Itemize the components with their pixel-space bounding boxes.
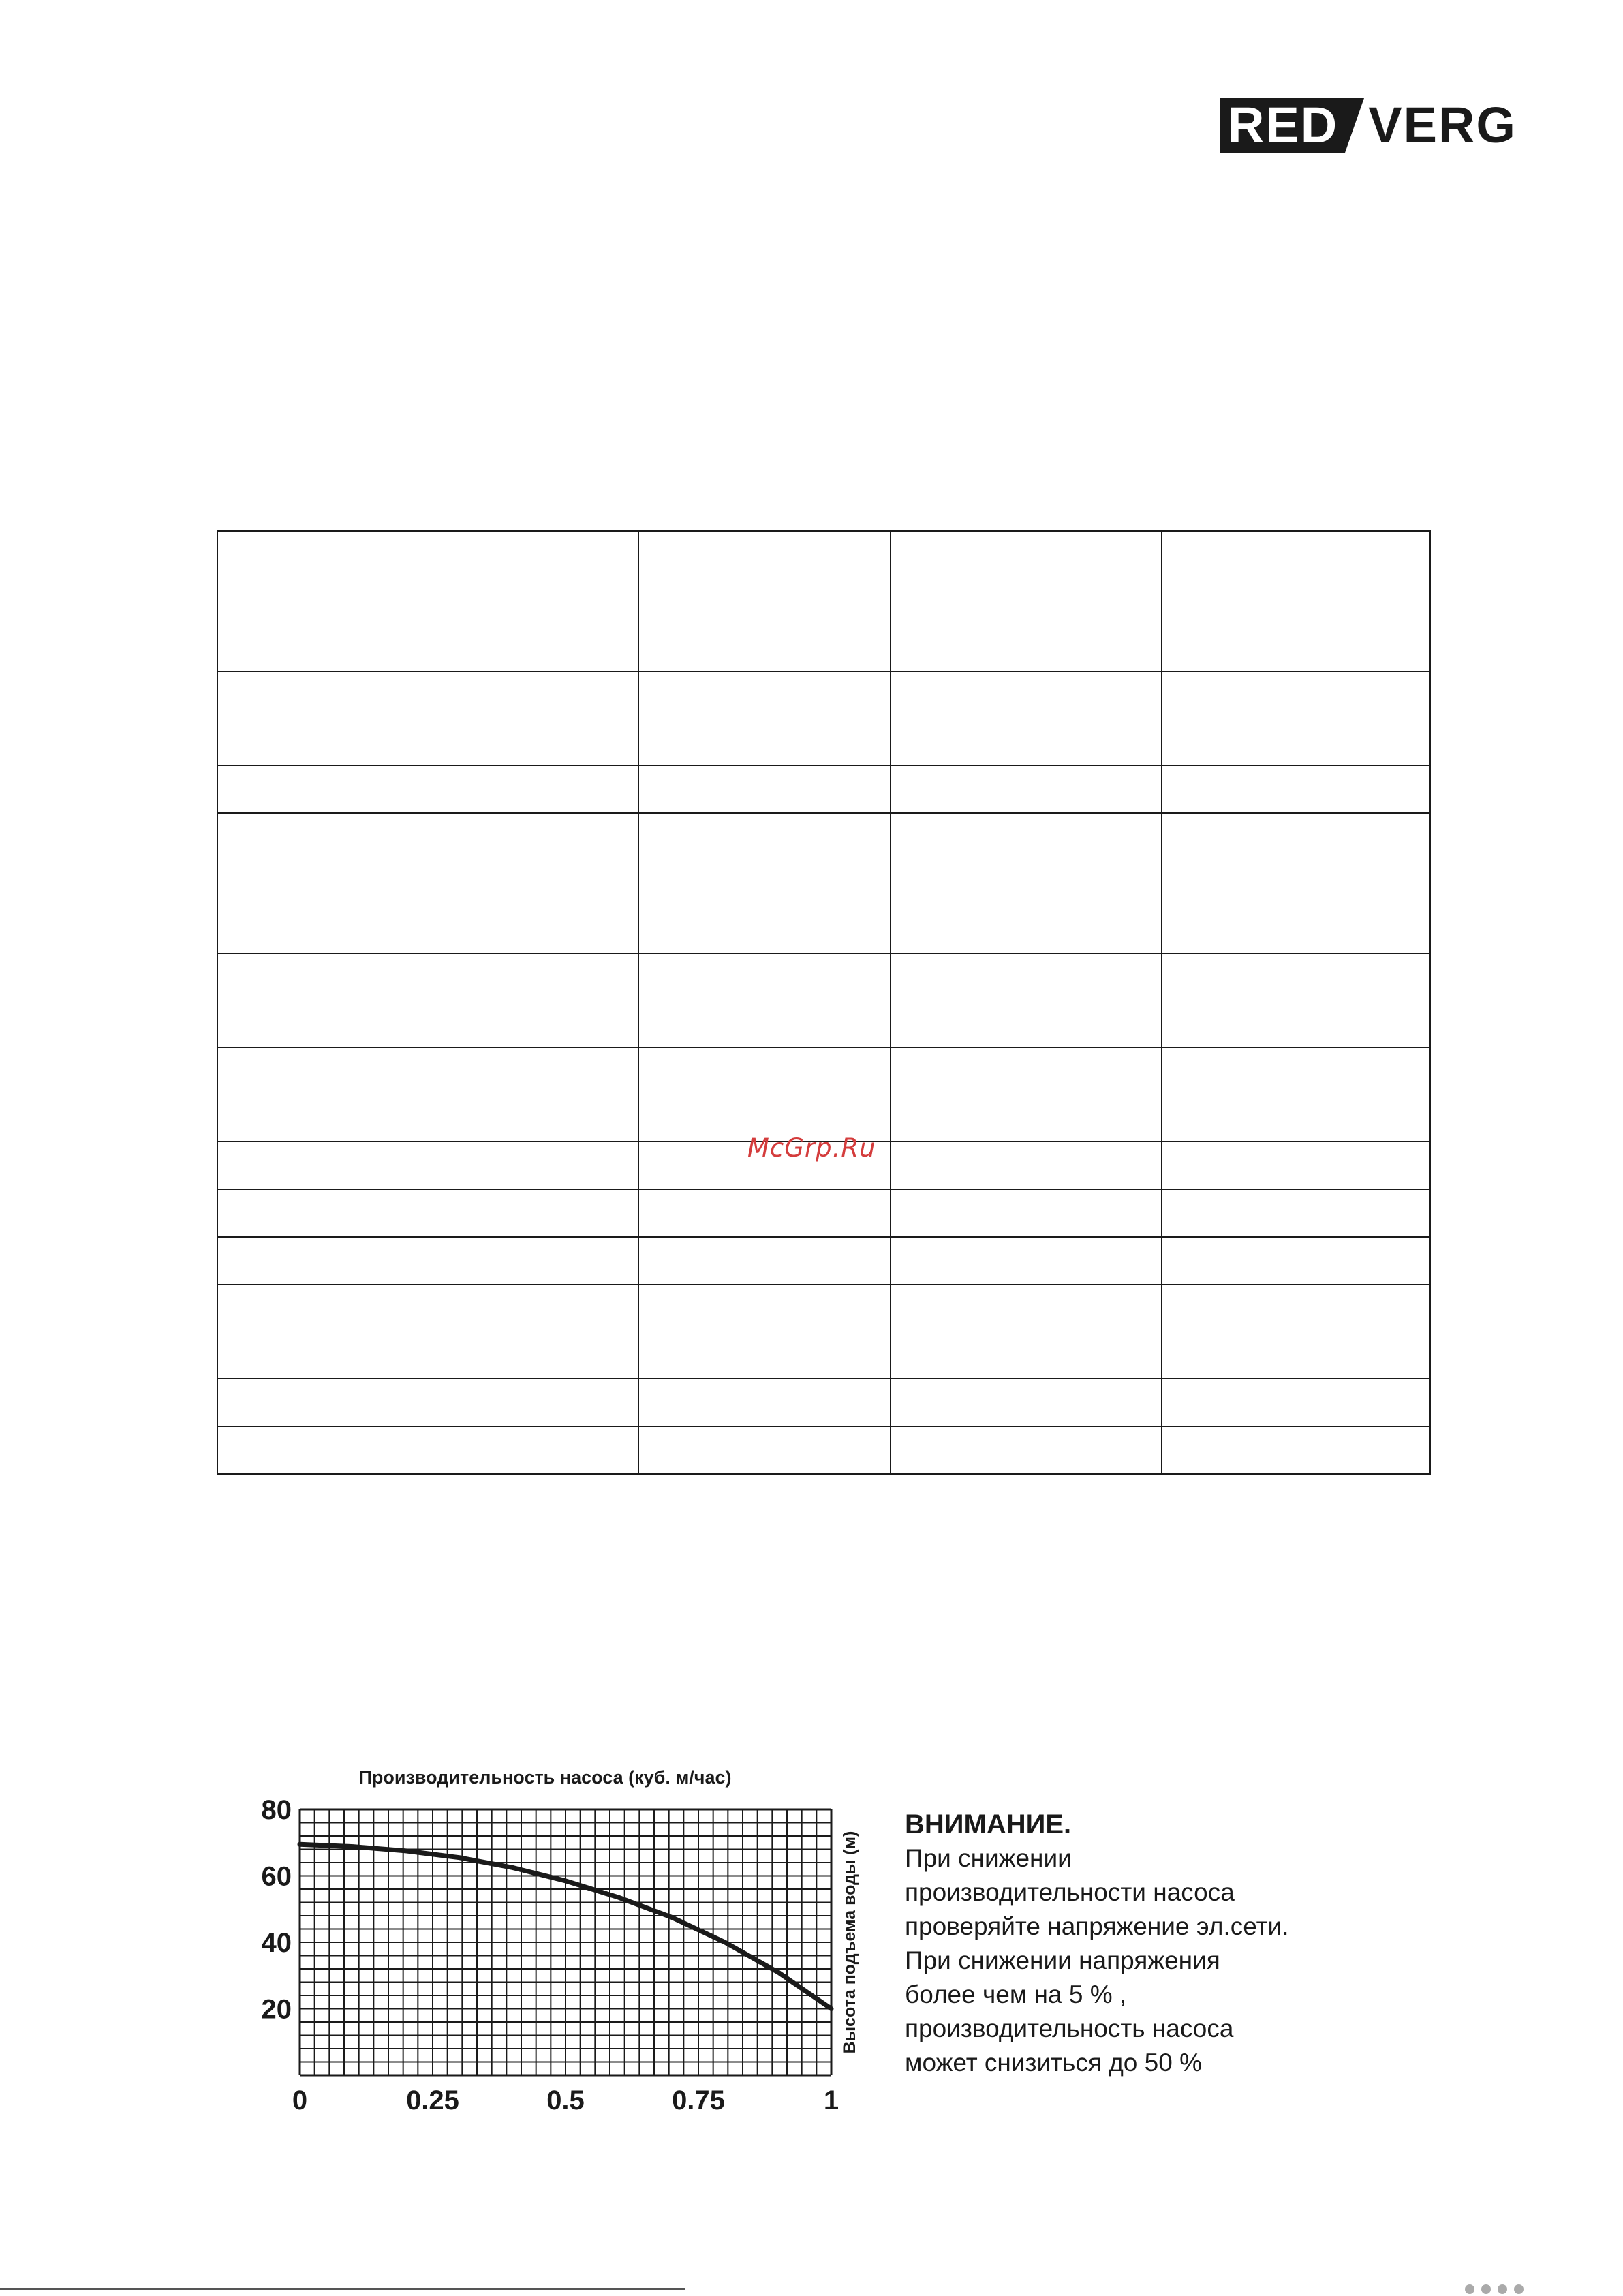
watermark: McGrp.Ru: [747, 1133, 876, 1163]
table-cell: [217, 1237, 638, 1285]
table-row: [217, 531, 1430, 671]
table-row: [217, 1285, 1430, 1379]
table-row: [217, 953, 1430, 1047]
table-row: [217, 1237, 1430, 1285]
table-cell: [638, 1285, 891, 1379]
table-cell: [891, 1047, 1162, 1142]
table-row: [217, 1189, 1430, 1237]
x-tick-label: 0.25: [406, 2085, 459, 2115]
table-cell: [638, 765, 891, 813]
notice-line: При снижении: [905, 1844, 1072, 1872]
table-cell: [891, 1285, 1162, 1379]
table-cell: [1162, 1237, 1430, 1285]
table-cell: [638, 1379, 891, 1426]
table-row: [217, 671, 1430, 765]
footer-divider: [0, 2288, 685, 2290]
notice-line: производительность насоса: [905, 2015, 1234, 2042]
table-cell: [217, 953, 638, 1047]
specifications-table: [217, 530, 1431, 1475]
table-cell: [638, 671, 891, 765]
table-cell: [217, 1189, 638, 1237]
x-tick-label: 0.75: [672, 2085, 725, 2115]
table-row: [217, 1047, 1430, 1142]
y-axis-label: Высота подъема воды (м): [840, 1831, 859, 2054]
chart-svg: [238, 1769, 886, 2123]
table-cell: [891, 813, 1162, 953]
table-row: [217, 813, 1430, 953]
brand-logo: [1220, 98, 1517, 153]
warning-notice: [905, 1807, 1327, 2080]
table-cell: [217, 1426, 638, 1474]
table-cell: [1162, 1379, 1430, 1426]
table-cell: [1162, 953, 1430, 1047]
table-cell: [1162, 1047, 1430, 1142]
table-cell: [217, 1285, 638, 1379]
table-cell: [891, 1379, 1162, 1426]
table-cell: [891, 531, 1162, 671]
table-cell: [1162, 1426, 1430, 1474]
notice-line: При снижении напряжения: [905, 1946, 1220, 1974]
table-cell: [638, 813, 891, 953]
table-cell: [638, 1237, 891, 1285]
y-tick-label: 60: [261, 1861, 292, 1892]
x-tick-label: 0.5: [546, 2085, 585, 2115]
y-tick-label: 80: [261, 1795, 292, 1825]
notice-line: может снизиться до 50 %: [905, 2049, 1202, 2077]
table-cell: [891, 1189, 1162, 1237]
table-row: [217, 765, 1430, 813]
x-tick-label: 1: [823, 2085, 839, 2115]
x-tick-label: 0: [292, 2085, 308, 2115]
table-cell: [217, 671, 638, 765]
table-cell: [217, 1379, 638, 1426]
table-cell: [1162, 1189, 1430, 1237]
logo-red: RED: [1220, 98, 1345, 153]
table-cell: [217, 531, 638, 671]
table-cell: [1162, 765, 1430, 813]
table-cell: [1162, 671, 1430, 765]
table-cell: [638, 531, 891, 671]
table-cell: [891, 1142, 1162, 1189]
table-row: [217, 1379, 1430, 1426]
table-cell: [891, 671, 1162, 765]
table-cell: [1162, 1285, 1430, 1379]
table-cell: [1162, 813, 1430, 953]
table-cell: [1162, 531, 1430, 671]
table-cell: [638, 1426, 891, 1474]
table-cell: [1162, 1142, 1430, 1189]
table-cell: [217, 813, 638, 953]
table-cell: [891, 953, 1162, 1047]
notice-line: производительности насоса: [905, 1878, 1235, 1906]
y-tick-label: 40: [261, 1928, 292, 1958]
logo-verg: VERG: [1368, 97, 1517, 153]
table-cell: [638, 953, 891, 1047]
notice-line: более чем на 5 % ,: [905, 1980, 1127, 2008]
notice-title: ВНИМАНИЕ.: [905, 1809, 1072, 1839]
pump-performance-chart: [238, 1769, 886, 2123]
table-cell: [217, 1047, 638, 1142]
table-cell: [891, 765, 1162, 813]
table-cell: [217, 765, 638, 813]
table-cell: [891, 1426, 1162, 1474]
footer-page-marker: [1465, 2284, 1623, 2296]
table-cell: [638, 1047, 891, 1142]
table-row: [217, 1426, 1430, 1474]
specifications-table-body: [217, 531, 1430, 1474]
table-cell: [217, 1142, 638, 1189]
notice-line: проверяйте напряжение эл.сети.: [905, 1912, 1289, 1940]
table-cell: [638, 1189, 891, 1237]
table-cell: [891, 1237, 1162, 1285]
chart-title: Производительность насоса (куб. м/час): [358, 1769, 732, 1788]
y-tick-label: 20: [261, 1994, 292, 2025]
